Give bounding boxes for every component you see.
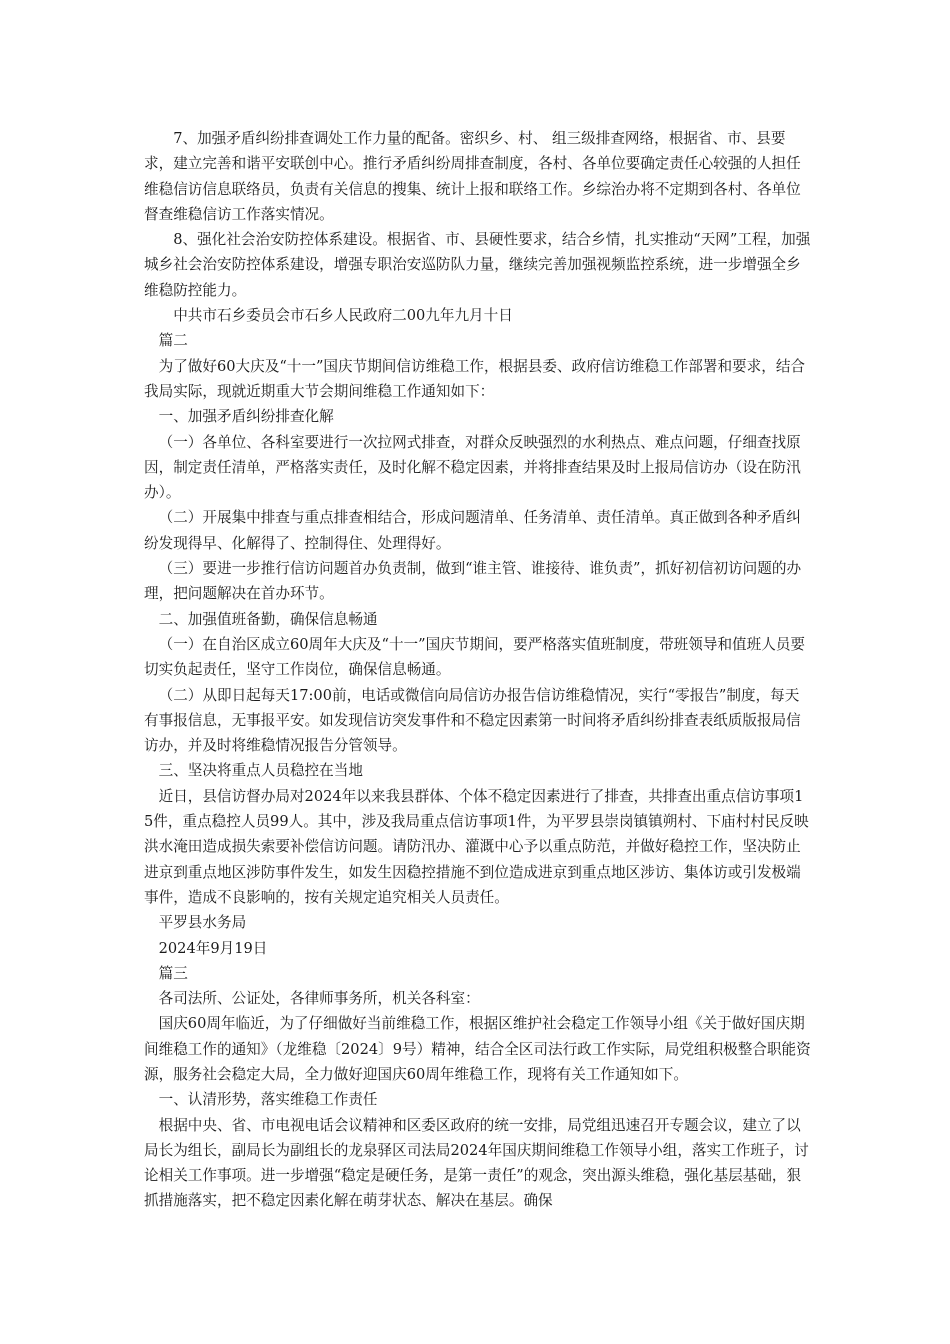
- signature-org: 平罗县水务局: [158, 914, 247, 932]
- paragraph: 国庆60周年临近，为了仔细做好当前维稳工作，根据区维护社会稳定工作领导小组《关于做好国庆期间维稳工作的通知》（龙维稳〔2024〕9号）精神，结合全区司法行政工作实际，局党组积极整合职能资源，服务社会稳定大局，全力做好迎国庆60周年维稳工作，现将有关工作通知如下。: [144, 1015, 811, 1083]
- section-heading: 篇二: [158, 332, 188, 350]
- section-heading: 篇三: [158, 964, 188, 982]
- paragraph: （二）开展集中排查与重点排查相结合，形成问题清单、任务清单、责任清单。真正做到各种矛盾纠纷发现得早、化解得了、控制得住、处理得好。: [144, 509, 801, 552]
- signature-line: 中共市石乡委员会市石乡人民政府二00九年九月十日: [173, 307, 513, 325]
- paragraph: 为了做好60大庆及“十一”国庆节期间信访维稳工作，根据县委、政府信访维稳工作部署和要求，结合我局实际，现就近期重大节会期间维稳工作通知如下：: [144, 357, 806, 400]
- subheading: 二、加强值班备勤，确保信息畅通: [158, 610, 378, 628]
- paragraph: 8、强化社会治安防控体系建设。根据省、市、县硬性要求，结合乡情，扎实推动“天网”工程，加强城乡社会治安防控体系建设，增强专职治安巡防队力量，继续完善加强视频监控系统，进一步增强全乡维稳防控能力。: [144, 231, 811, 299]
- paragraph: （二）从即日起每天17:00前，电话或微信向局信访办报告信访维稳情况，实行“零报告”制度，每天有事报信息，无事报平安。如发现信访突发事件和不稳定因素第一时间将矛盾纠纷排查表纸质版报局信访办，并及时将维稳情况报告分管领导。: [144, 686, 801, 755]
- paragraph: 根据中央、省、市电视电话会议精神和区委区政府的统一安排，局党组迅速召开专题会议，建立了以局长为组长，副局长为副组长的龙泉驿区司法局2024年国庆期间维稳工作领导小组，落实工作班子，讨论相关工作事项。进一步增强“稳定是硬任务，是第一责任”的观念，突出源头维稳，强化基层基础，狠抓措施落实，把不稳定因素化解在萌芽状态、解决在基层。确保: [144, 1116, 809, 1210]
- salutation: 各司法所、公证处，各律师事务所，机关各科室：: [158, 990, 480, 1008]
- document-body: [144, 126, 812, 1214]
- paragraph: （一）在自治区成立60周年大庆及“十一”国庆节期间，要严格落实值班制度，带班领导和值班人员要切实负起责任，坚守工作岗位，确保信息畅通。: [144, 635, 806, 679]
- signature-date: 2024年9月19日: [158, 939, 268, 957]
- subheading: 一、认清形势，落实维稳工作责任: [158, 1091, 378, 1109]
- paragraph: 近日，县信访督办局对2024年以来我县群体、个体不稳定因素进行了排查，共排查出重点信访事项15件，重点稳控人员99人。其中，涉及我局重点信访事项1件，为平罗县崇岗镇镇朔村、下庙村村民反映洪水淹田造成损失索要补偿信访问题。请防汛办、灌溉中心予以重点防范，并做好稳控工作，坚决防止进京到重点地区涉防事件发生，如发生因稳控措施不到位造成进京到重点地区涉访、集体访或引发极端事件，造成不良影响的，按有关规定追究相关人员责任。: [144, 787, 809, 906]
- subheading: 三、坚决将重点人员稳控在当地: [158, 762, 363, 780]
- paragraph: （一）各单位、各科室要进行一次拉网式排查，对群众反映强烈的水利热点、难点问题，仔细查找原因，制定责任清单，严格落实责任，及时化解不稳定因素，并将排查结果及时上报局信访办（设在防汛办）。: [144, 433, 801, 502]
- paragraph: （三）要进一步推行信访问题首办负责制，做到“谁主管、谁接待、谁负责”，抓好初信初访问题的办理，把问题解决在首办环节。: [144, 560, 802, 603]
- paragraph: 7、加强矛盾纠纷排查调处工作力量的配备。密织乡、村、 组三级排查网络，根据省、市、县要求，建立完善和谐平安联创中心。推行矛盾纠纷周排查制度，各村、各单位要确定责任心较强的人担任维稳信访信息联络员，负责有关信息的搜集、统计上报和联络工作。乡综治办将不定期到各村、各单位督查维稳信访工作落实情况。: [144, 130, 801, 223]
- subheading: 一、加强矛盾纠纷排查化解: [158, 408, 334, 426]
